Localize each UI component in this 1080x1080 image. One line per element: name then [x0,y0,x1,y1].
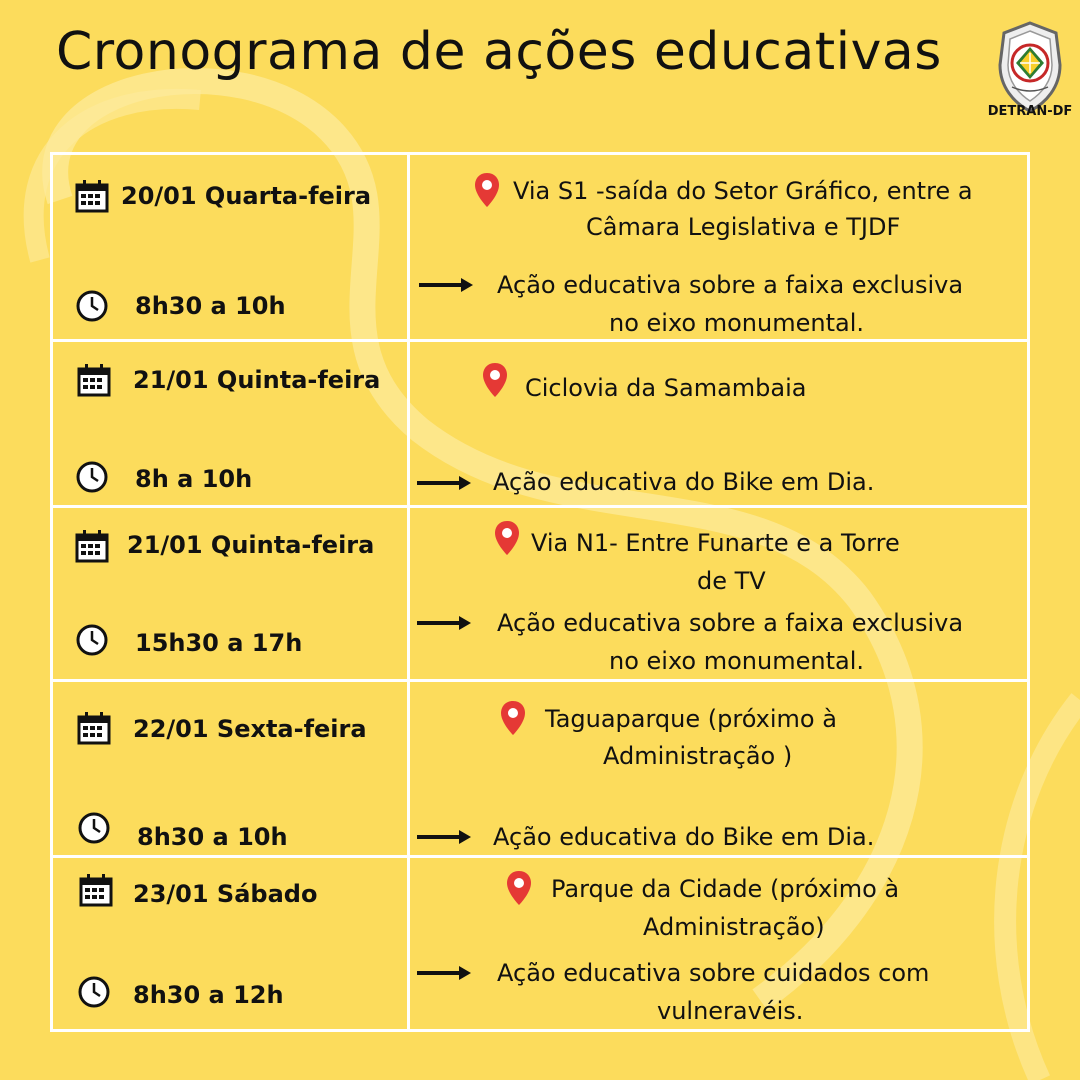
location-line: Taguaparque (próximo à [545,705,837,733]
calendar-icon [77,363,111,397]
date-label: 22/01 Sexta-feira [133,715,367,743]
calendar-icon [75,529,109,563]
clock-icon [75,460,109,494]
date-label: 23/01 Sábado [133,880,318,908]
clock-icon [77,975,111,1009]
action-line: Ação educativa sobre a faixa exclusiva [497,609,964,637]
date-label: 21/01 Quinta-feira [133,366,381,394]
clock-icon [77,811,111,845]
map-pin-icon [499,699,527,737]
column-divider [407,155,410,1029]
arrow-right-icon [415,827,475,847]
calendar-icon [77,711,111,745]
map-pin-icon [493,519,521,557]
row-divider [53,339,1027,342]
time-label: 8h30 a 10h [135,292,286,320]
arrow-right-icon [415,963,475,983]
location-line: Administração ) [603,742,793,770]
date-label: 20/01 Quarta-feira [121,182,372,210]
arrow-right-icon [415,613,475,633]
logo-text: DETRAN-DF [987,104,1073,119]
location-line: Administração) [643,913,825,941]
action-line: no eixo monumental. [609,647,864,675]
time-label: 8h30 a 12h [133,981,284,1009]
schedule-table [50,152,1030,1032]
row-divider [53,505,1027,508]
time-label: 8h a 10h [135,465,253,493]
location-line: Câmara Legislativa e TJDF [586,213,901,241]
location-line: Via N1- Entre Funarte e a Torre [531,529,900,557]
date-label: 21/01 Quinta-feira [127,531,375,559]
location-line: Ciclovia da Samambaia [525,374,807,402]
map-pin-icon [505,869,533,907]
location-line: Parque da Cidade (próximo à [551,875,900,903]
action-line: no eixo monumental. [609,309,864,337]
action-line: Ação educativa sobre cuidados com [497,959,930,987]
action-line: vulneravéis. [657,997,804,1025]
action-line: Ação educativa sobre a faixa exclusiva [497,271,964,299]
page-title: Cronograma de ações educativas [56,22,942,82]
location-line: de TV [697,567,766,595]
arrow-right-icon [417,275,477,295]
map-pin-icon [473,171,501,209]
location-line: Via S1 -saída do Setor Gráfico, entre a [513,177,973,205]
map-pin-icon [481,361,509,399]
clock-icon [75,289,109,323]
arrow-right-icon [415,473,475,493]
time-label: 15h30 a 17h [135,629,303,657]
row-divider [53,855,1027,858]
clock-icon [75,623,109,657]
calendar-icon [75,179,109,213]
action-line: Ação educativa do Bike em Dia. [493,823,875,851]
calendar-icon [79,873,113,907]
row-divider [53,679,1027,682]
action-line: Ação educativa do Bike em Dia. [493,468,875,496]
time-label: 8h30 a 10h [137,823,288,851]
